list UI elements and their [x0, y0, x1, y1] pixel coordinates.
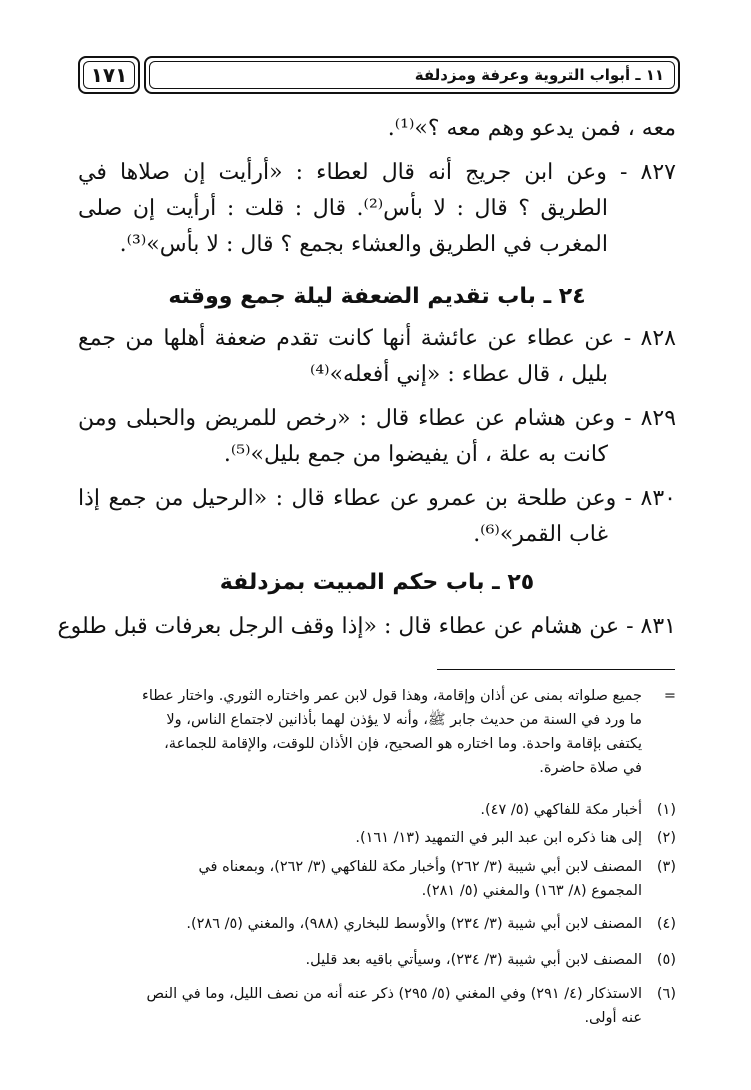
- footnote-5: (٥) المصنف لابن أبي شيبة (٣/ ٢٣٤)، وسيأتي باقيه بعد قليل.: [305, 952, 676, 968]
- running-title-frame: [144, 56, 680, 94]
- continuation-mark: =: [663, 688, 676, 704]
- hadith-830: ٨٣٠ - وعن طلحة بن عمرو عن عطاء قال : «الرحيل من جمع إذا: [78, 486, 676, 511]
- footnote-6: (٦) الاستذكار (٤/ ٢٩١) وفي المغني (٥/ ٢٩٥) ذكر عنه أنه من نصف الليل، وما في النص عنه أولى.: [146, 986, 676, 1026]
- text-line: كانت به علة ، أن يفيضوا من جمع بليل»⁽⁵⁾.: [223, 442, 608, 467]
- text-line: معه ، فمن يدعو وهم معه ؟»⁽¹⁾.: [387, 116, 676, 141]
- hadith-831: ٨٣١ - عن هشام عن عطاء قال : «إذا وقف الرجل بعرفات قبل طلوع: [57, 614, 676, 639]
- text-line: الطريق ؟ قال : لا بأس⁽²⁾. قال : قلت : أرأيت إن صلى: [78, 196, 608, 221]
- footnote-3: (٣) المصنف لابن أبي شيبة (٣/ ٢٦٢) وأخبار مكة للفاكهي (٣/ ٢٦٢)، وبمعناه في المجموع (٨/ ١٦٣) والمغني (٥/ ٢٨١).: [198, 859, 676, 899]
- text-line: غاب القمر»⁽⁶⁾.: [473, 522, 608, 547]
- running-header: [70, 56, 680, 96]
- text-line: المغرب في الطريق والعشاء بجمع ؟ قال : لا بأس»⁽³⁾.: [119, 232, 608, 257]
- hadith-829: ٨٢٩ - وعن هشام عن عطاء قال : «رخص للمريض والحبلى ومن: [78, 406, 677, 431]
- page-number-frame: [78, 56, 140, 94]
- footnote-continuation: = جميع صلواته بمنى عن أذان وإقامة، وهذا قول لابن عمر واختاره الثوري. واختار عطاء ما ورد في السنة من حديث جابر ﷺ، وأنه لا يؤذن لهما بأذانين لاجتماع الناس، ولا يكتفى بإقامة واحدة. وما اختاره هو الصحيح، فإن الأذان للوقت، والإقامة للجماعة، في صلاة حاضرة.: [78, 684, 676, 780]
- footnote-2: (٢) إلى هنا ذكره ابن عبد البر في التمهيد (١٣/ ١٦١).: [355, 830, 676, 846]
- footnote-4: (٤) المصنف لابن أبي شيبة (٣/ ٢٣٤) والأوسط للبخاري (٩٨٨)، والمغني (٥/ ٢٨٦).: [186, 916, 676, 932]
- text-line: بليل ، قال عطاء : «إني أفعله»⁽⁴⁾: [309, 362, 608, 387]
- chapter-heading-25: ٢٥ ـ باب حكم المبيت بمزدلفة: [219, 570, 535, 595]
- running-title: ١١ ـ أبواب التروية وعرفة ومزدلفة: [414, 66, 664, 84]
- page-number: ١٧١: [90, 63, 128, 87]
- footnote-separator: [437, 669, 675, 670]
- footnote-1: (١) أخبار مكة للفاكهي (٥/ ٤٧).: [480, 802, 676, 818]
- hadith-828: ٨٢٨ - عن عطاء عن عائشة أنها كانت تقدم ضعفة أهلها من جمع: [78, 326, 676, 351]
- hadith-827: ٨٢٧ - وعن ابن جريج أنه قال لعطاء : «أرأيت إن صلاها في: [78, 160, 676, 185]
- chapter-heading-24: ٢٤ ـ باب تقديم الضعفة ليلة جمع ووقته: [168, 284, 586, 309]
